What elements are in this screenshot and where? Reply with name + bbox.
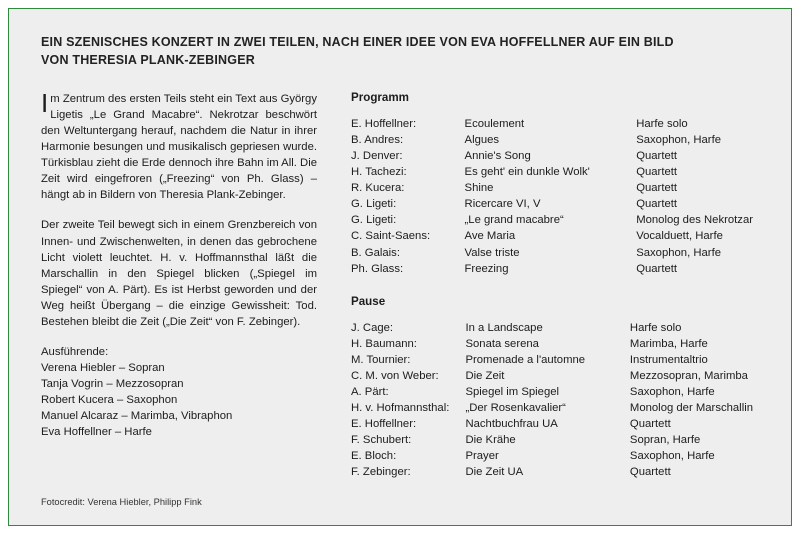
- forces-cell: Harfe solo: [629, 321, 682, 334]
- table-row: [351, 352, 759, 368]
- forces-cell: Marimba, Harfe: [629, 337, 708, 350]
- composer-cell: E. Hoffellner:: [351, 417, 417, 430]
- table-row: [351, 245, 759, 261]
- composer-cell: R. Kucera:: [351, 182, 405, 195]
- list-item: Eva Hoffellner – Harfe: [41, 425, 152, 438]
- forces-cell: Quartett: [636, 182, 678, 195]
- piece-cell: Annie's Song: [464, 150, 531, 163]
- piece-cell: Ave Maria: [464, 230, 516, 243]
- table-row: [351, 400, 759, 416]
- intro-paragraph-text: m Zentrum des ersten Teils steht ein Text aus György Ligetis „Le Grand Macabre“. Nekrotzar beschwört den Weltuntergang herauf, nachdem die Natur in ihrer Harmonie besungen und musikalisch gepriesen wurde. Türkisblau zieht die Erde dennoch ihre Bahn im All. Die Zeit wird eingefroren („Freezing“ von Ph. Glass) – hängt ab in Bildern von Theresia Plank-Zebinger.: [41, 93, 317, 202]
- composer-cell: H. Tachezi:: [351, 166, 407, 179]
- table-row: [351, 212, 759, 228]
- forces-cell: Quartett: [629, 465, 671, 478]
- piece-cell: Die Zeit: [465, 369, 505, 382]
- programm-heading: Programm: [351, 91, 409, 105]
- composer-cell: G. Ligeti:: [351, 198, 397, 211]
- piece-cell: „Der Rosenkavalier“: [465, 401, 566, 414]
- forces-cell: Quartett: [636, 166, 678, 179]
- piece-cell: Die Zeit UA: [465, 465, 524, 478]
- composer-cell: A. Pärt:: [351, 385, 389, 398]
- table-row: [351, 336, 759, 352]
- forces-cell: Mezzosopran, Marimba: [629, 369, 748, 382]
- composer-cell: E. Hoffellner:: [351, 118, 417, 131]
- table-row: [351, 464, 759, 480]
- table-row: [351, 448, 759, 464]
- composer-cell: F. Zebinger:: [351, 465, 411, 478]
- performers-list: [41, 360, 317, 440]
- composer-cell: J. Denver:: [351, 150, 403, 163]
- piece-cell: In a Landscape: [465, 321, 543, 334]
- composer-cell: E. Bloch:: [351, 449, 397, 462]
- programm-table: [351, 116, 759, 276]
- forces-cell: Monolog der Marschallin: [629, 401, 753, 414]
- piece-cell: Spiegel im Spiegel: [465, 385, 560, 398]
- piece-cell: Promenade a l'automne: [465, 353, 586, 366]
- table-row: [351, 320, 759, 336]
- table-row: [351, 416, 759, 432]
- piece-cell: Valse triste: [464, 246, 520, 259]
- table-row: [351, 116, 759, 132]
- right-column: [341, 91, 759, 482]
- two-column-layout: [41, 88, 759, 482]
- forces-cell: Quartett: [629, 417, 671, 430]
- second-paragraph: Der zweite Teil bewegt sich in einem Grenzbereich von Innen- und Zwischenwelten, in denen das gebrochene Licht violett leuchtet. H. v. Hoffmannsthal läßt die Marschallin in den Spiegel blicken („Spiegel im Spiegel“ von A. Pärt). Es ist Herbst geworden und der Weg heißt Übergang – die einzige Gewissheit: Tod. Bestehen bleibt die Zeit („Die Zeit“ von F. Zebinger).: [41, 219, 317, 328]
- list-item: Tanja Vogrin – Mezzosopran: [41, 377, 184, 390]
- table-row: [351, 228, 759, 244]
- forces-cell: Saxophon, Harfe: [629, 385, 715, 398]
- composer-cell: F. Schubert:: [351, 433, 412, 446]
- performers-title: Ausführende:: [41, 345, 109, 358]
- table-row: [351, 148, 759, 164]
- composer-cell: H. Baumann:: [351, 337, 417, 350]
- table-row: [351, 432, 759, 448]
- table-row: [351, 180, 759, 196]
- forces-cell: Saxophon, Harfe: [636, 246, 721, 259]
- table-row: [351, 368, 759, 384]
- forces-cell: Saxophon, Harfe: [636, 134, 721, 147]
- composer-cell: Ph. Glass:: [351, 262, 404, 275]
- table-row: [351, 132, 759, 148]
- table-row: [351, 164, 759, 180]
- flyer-content: [9, 9, 791, 525]
- composer-cell: B. Andres:: [351, 134, 404, 147]
- piece-cell: Nachtbuchfrau UA: [465, 417, 558, 430]
- table-row: [351, 384, 759, 400]
- list-item: Manuel Alcaraz – Marimba, Vibraphon: [41, 409, 233, 422]
- page-title: EIN SZENISCHES KONZERT IN ZWEI TEILEN, NACH EINER IDEE VON EVA HOFFELLNER AUF EIN BILD VON THERESIA PLANK-ZEBINGER: [41, 35, 674, 68]
- intro-paragraph: [41, 88, 317, 203]
- piece-cell: „Le grand macabre“: [464, 214, 564, 227]
- piece-cell: Prayer: [465, 449, 499, 462]
- forces-cell: Instrumentaltrio: [629, 353, 708, 366]
- forces-cell: Saxophon, Harfe: [629, 449, 715, 462]
- forces-cell: Quartett: [636, 198, 678, 211]
- forces-cell: Harfe solo: [636, 118, 688, 131]
- forces-cell: Quartett: [636, 150, 678, 163]
- composer-cell: M. Tournier:: [351, 353, 411, 366]
- forces-cell: Sopran, Harfe: [629, 433, 701, 446]
- forces-cell: Monolog des Nekrotzar: [636, 214, 753, 227]
- photo-credit: Fotocredit: Verena Hiebler, Philipp Fink: [41, 497, 202, 507]
- composer-cell: B. Galais:: [351, 246, 400, 259]
- piece-cell: Ricercare VI, V: [464, 198, 541, 211]
- composer-cell: H. v. Hofmannsthal:: [351, 401, 450, 414]
- piece-cell: Ecoulement: [464, 118, 525, 131]
- table-row: [351, 261, 759, 277]
- piece-cell: Algues: [464, 134, 500, 147]
- forces-cell: Vocalduett, Harfe: [636, 230, 723, 243]
- piece-cell: Sonata serena: [465, 337, 539, 350]
- list-item: Verena Hiebler – Sopran: [41, 361, 165, 374]
- pause-heading: Pause: [351, 294, 386, 308]
- table-row: [351, 196, 759, 212]
- forces-cell: Quartett: [636, 262, 678, 275]
- piece-cell: Die Krähe: [465, 433, 516, 446]
- drop-cap: I: [41, 88, 49, 119]
- composer-cell: C. Saint-Saens:: [351, 230, 431, 243]
- pause-table: [351, 320, 759, 480]
- left-column: [41, 88, 341, 440]
- piece-cell: Shine: [464, 182, 494, 195]
- composer-cell: J. Cage:: [351, 321, 394, 334]
- composer-cell: G. Ligeti:: [351, 214, 397, 227]
- piece-cell: Es geht' ein dunkle Wolk': [464, 166, 590, 179]
- flyer-page: [8, 8, 792, 526]
- piece-cell: Freezing: [464, 262, 509, 275]
- list-item: Robert Kucera – Saxophon: [41, 393, 178, 406]
- composer-cell: C. M. von Weber:: [351, 369, 439, 382]
